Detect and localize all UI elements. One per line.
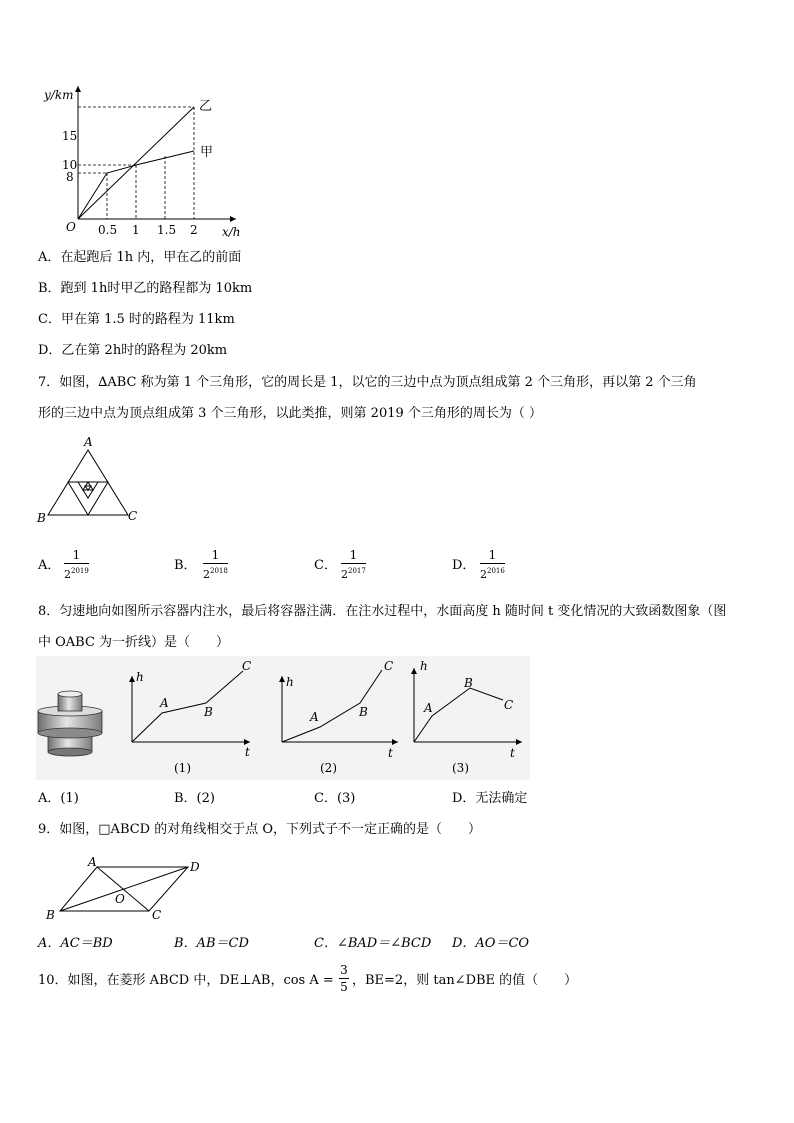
- q9-option-b: B．AB＝CD: [174, 936, 249, 951]
- svg-text:h: h: [420, 659, 428, 673]
- q8-option-a: A．(1): [38, 791, 79, 806]
- graph-1-caption: (1): [174, 761, 191, 775]
- label-b: B: [37, 511, 46, 525]
- fraction-numerator: 3: [340, 963, 348, 977]
- svg-text:C: C: [152, 908, 162, 922]
- svg-text:A: A: [310, 710, 319, 724]
- fraction-denominator: 5: [340, 980, 348, 994]
- fraction-numerator: 1: [72, 548, 81, 562]
- parallelogram-figure: [40, 850, 210, 922]
- q7-option-b-fraction: [203, 548, 228, 581]
- q6-option-d: D．乙在第 2h时的路程为 20km: [38, 343, 228, 358]
- svg-text:B: B: [359, 705, 368, 719]
- q10-text-suffix: ，BE=2，则 tan∠DBE 的值（ ）: [352, 973, 578, 988]
- q10-fraction: [339, 963, 349, 994]
- triangle-figure: [34, 434, 144, 526]
- container-and-graphs-figure: [36, 656, 530, 780]
- svg-text:t: t: [388, 746, 393, 760]
- svg-text:A: A: [160, 696, 169, 710]
- x-tick-1: 1: [132, 223, 140, 237]
- label-c: C: [128, 509, 138, 523]
- q8-text-line2: 中 OABC 为一折线）是（ ）: [38, 635, 230, 650]
- y-tick-15: 15: [62, 129, 78, 143]
- graph-2-caption: (2): [320, 761, 337, 775]
- q7-option-c-fraction: [341, 548, 366, 581]
- q9-text-line1: 9．如图，□ABCD 的对角线相交于点 O，下列式子不一定正确的是（ ）: [38, 822, 482, 837]
- svg-text:C: C: [242, 659, 252, 673]
- svg-text:t: t: [510, 746, 515, 760]
- svg-text:B: B: [204, 705, 213, 719]
- y-axis-label: y/km: [44, 88, 74, 102]
- q7-option-b-letter: B．: [174, 558, 197, 573]
- fraction-base: 2: [341, 568, 348, 581]
- origin-label: O: [66, 220, 76, 234]
- q10-text-prefix: 10．如图，在菱形 ABCD 中，DE⊥AB，cos A =: [38, 973, 334, 988]
- q9-option-d: D．AO＝CO: [452, 936, 530, 951]
- svg-text:C: C: [384, 659, 394, 673]
- q6-option-a: A．在起跑后 1h 内，甲在乙的前面: [38, 250, 242, 265]
- fraction-base: 2: [64, 568, 71, 581]
- fraction-exponent: 2019: [71, 567, 89, 575]
- fraction-exponent: 2017: [348, 567, 366, 575]
- svg-text:A: A: [88, 855, 97, 869]
- label-jia: 甲: [200, 145, 214, 160]
- svg-text:h: h: [136, 670, 144, 684]
- x-tick-2: 2: [190, 223, 198, 237]
- q6-option-b: B．跑到 1h时甲乙的路程都为 10km: [38, 281, 253, 296]
- fraction-numerator: 1: [488, 548, 497, 562]
- distance-time-graph: [38, 78, 248, 240]
- svg-text:C: C: [504, 698, 514, 712]
- fraction-exponent: 2016: [487, 567, 505, 575]
- graph-3-caption: (3): [452, 761, 469, 775]
- q9-option-a: A．AC＝BD: [38, 936, 113, 951]
- q7-option-a-fraction: [64, 548, 89, 581]
- svg-text:B: B: [464, 676, 473, 690]
- q9-option-c: C．∠BAD＝∠BCD: [314, 936, 432, 951]
- svg-text:D: D: [190, 860, 200, 874]
- label-yi: 乙: [199, 99, 213, 114]
- q6-option-c: C．甲在第 1.5 时的路程为 11km: [38, 312, 235, 327]
- svg-text:O: O: [115, 892, 125, 906]
- q8-option-d: D．无法确定: [452, 791, 528, 806]
- fraction-numerator: 1: [211, 548, 220, 562]
- fraction-exponent: 2018: [210, 567, 228, 575]
- svg-text:t: t: [245, 745, 250, 759]
- x-axis-label: x/h: [222, 225, 241, 239]
- svg-text:A: A: [424, 701, 433, 715]
- q7-option-d-letter: D．: [452, 558, 476, 573]
- svg-text:B: B: [46, 908, 55, 922]
- y-tick-10: 10: [62, 158, 78, 172]
- fraction-numerator: 1: [349, 548, 358, 562]
- q8-option-b: B．(2): [174, 791, 215, 806]
- q7-option-c-letter: C．: [314, 558, 337, 573]
- fraction-base: 2: [480, 568, 487, 581]
- x-tick-0.5: 0.5: [98, 223, 118, 237]
- q7-text-line1: 7．如图，∆ABC 称为第 1 个三角形，它的周长是 1，以它的三边中点为顶点组成第 2 个三角形，再以第 2 个三角: [38, 375, 697, 390]
- svg-text:h: h: [286, 675, 294, 689]
- x-tick-1.5: 1.5: [157, 223, 177, 237]
- q8-option-c: C．(3): [314, 791, 356, 806]
- fraction-base: 2: [203, 568, 210, 581]
- q7-option-d-fraction: [480, 548, 505, 581]
- q8-text-line1: 8．匀速地向如图所示容器内注水，最后将容器注满．在注水过程中，水面高度 h 随时间 t 变化情况的大致函数图象（图: [38, 604, 727, 619]
- q7-option-a-letter: A．: [38, 558, 61, 573]
- y-tick-8: 8: [66, 170, 74, 184]
- label-a: A: [84, 435, 93, 449]
- q7-text-line2: 形的三边中点为顶点组成第 3 个三角形，以此类推，则第 2019 个三角形的周长为（ ）: [38, 406, 543, 421]
